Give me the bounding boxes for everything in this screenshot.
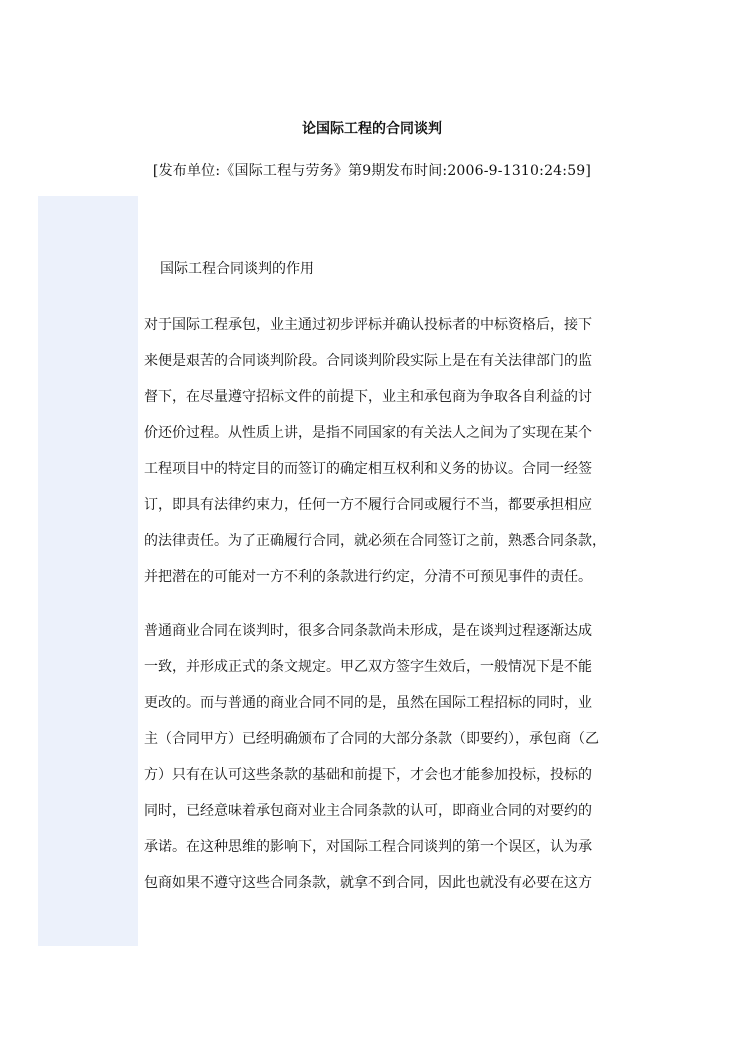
text-line: 工程项目中的特定目的而签订的确定相互权利和义务的协议。合同一经签: [144, 461, 592, 477]
text-line: 方）只有在认可这些条款的基础和前提下，才会也才能参加投标，投标的: [144, 767, 592, 783]
text-line: 的法律责任。为了正确履行合同，就必须在合同签订之前，熟悉合同条款，: [144, 533, 606, 549]
text-line: 订，即具有法律约束力，任何一方不履行合同或履行不当，都要承担相应: [144, 497, 592, 513]
text-line: 对于国际工程承包，业主通过初步评标并确认投标者的中标资格后，接下: [144, 317, 592, 333]
sidebar-band: [38, 196, 138, 946]
text-line: 同时，已经意味着承包商对业主合同条款的认可，即商业合同的对要约的: [144, 803, 592, 819]
text-line: 主（合同甲方）已经明确颁布了合同的大部分条款（即要约），承包商（乙: [144, 731, 599, 747]
text-line: 并把潜在的可能对一方不利的条款进行约定，分清不可预见事件的责任。: [144, 569, 592, 585]
text-line: 更改的。而与普通的商业合同不同的是，虽然在国际工程招标的同时，业: [144, 695, 592, 711]
text-line: 承诺。在这种思维的影响下，对国际工程合同谈判的第一个误区，认为承: [144, 839, 592, 855]
text-line: 一致，并形成正式的条文规定。甲乙双方签字生效后，一般情况下是不能: [144, 659, 592, 675]
paragraph-1: [144, 307, 704, 595]
text-line: 包商如果不遵守这些合同条款，就拿不到合同，因此也就没有必要在这方: [144, 875, 592, 891]
publication-info: [发布单位:《国际工程与劳务》第9期发布时间:2006-9-1310:24:59]: [152, 163, 592, 179]
section-heading: 国际工程合同谈判的作用: [160, 261, 314, 277]
text-line: 督下，在尽量遵守招标文件的前提下，业主和承包商为争取各自利益的讨: [144, 389, 592, 405]
text-line: 价还价过程。从性质上讲，是指不同国家的有关法人之间为了实现在某个: [144, 425, 592, 441]
document-title: 论国际工程的合同谈判: [302, 121, 442, 137]
text-line: 来便是艰苦的合同谈判阶段。合同谈判阶段实际上是在有关法律部门的监: [144, 353, 592, 369]
paragraph-2: [144, 613, 704, 901]
text-line: 普通商业合同在谈判时，很多合同条款尚未形成，是在谈判过程逐渐达成: [144, 623, 592, 639]
